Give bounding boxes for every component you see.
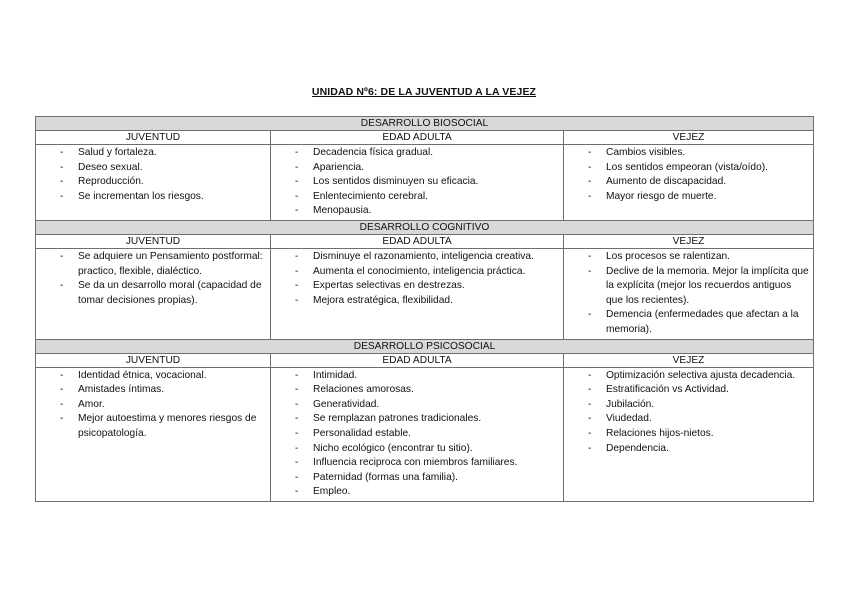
column-header: VEJEZ	[564, 353, 814, 367]
content-cell-juventud	[36, 367, 271, 501]
section-heading-row	[36, 339, 814, 353]
list-item: - Intimidad.	[271, 369, 559, 384]
column-header: VEJEZ	[564, 234, 814, 248]
list-item: - Se da un desarrollo moral (capacidad de tomar decisiones propias).	[36, 279, 266, 308]
list-item: - Cambios visibles.	[564, 146, 809, 161]
list-item: - Generatividad.	[271, 398, 559, 413]
column-header-row	[36, 353, 814, 367]
column-header: EDAD ADULTA	[271, 353, 564, 367]
list-item: - Optimización selectiva ajusta decadencia.	[564, 369, 809, 384]
list-item: - Expertas selectivas en destrezas.	[271, 279, 559, 294]
column-header: VEJEZ	[564, 131, 814, 145]
bullet-list	[36, 145, 270, 205]
list-item: - Viudedad.	[564, 412, 809, 427]
column-header: JUVENTUD	[36, 234, 271, 248]
content-row	[36, 367, 814, 501]
section-heading: DESARROLLO PSICOSOCIAL	[36, 339, 814, 353]
list-item: - Mejor autoestima y menores riesgos de psicopatología.	[36, 412, 266, 441]
list-item: - Decadencia física gradual.	[271, 146, 559, 161]
bullet-list	[36, 368, 270, 443]
list-item: - Aumenta el conocimiento, inteligencia práctica.	[271, 265, 559, 280]
list-item: - Amor.	[36, 398, 266, 413]
list-item: - Relaciones hijos-nietos.	[564, 427, 809, 442]
list-item: - Salud y fortaleza.	[36, 146, 266, 161]
list-item: - Nicho ecológico (encontrar tu sitio).	[271, 442, 559, 457]
list-item: - Apariencia.	[271, 161, 559, 176]
column-header: JUVENTUD	[36, 353, 271, 367]
list-item: - Aumento de discapacidad.	[564, 175, 809, 190]
page-title: UNIDAD Nº6: DE LA JUVENTUD A LA VEJEZ	[311, 86, 537, 98]
bullet-list	[564, 368, 813, 458]
content-cell-edad-adulta	[271, 367, 564, 501]
list-item: - Dependencia.	[564, 442, 809, 457]
column-header: EDAD ADULTA	[271, 234, 564, 248]
section-heading-row	[36, 220, 814, 234]
list-item: - Empleo.	[271, 485, 559, 500]
list-item: - Menopausia.	[271, 204, 559, 219]
content-cell-vejez	[564, 145, 814, 221]
list-item: - Demencia (enfermedades que afectan a la memoria).	[564, 308, 809, 337]
development-table	[35, 116, 814, 502]
content-cell-juventud	[36, 145, 271, 221]
list-item: - Identidad étnica, vocacional.	[36, 369, 266, 384]
section-heading: DESARROLLO BIOSOCIAL	[36, 117, 814, 131]
list-item: - Los sentidos empeoran (vista/oído).	[564, 161, 809, 176]
list-item: - Los procesos se ralentizan.	[564, 250, 809, 265]
bullet-list	[564, 145, 813, 205]
content-cell-vejez	[564, 248, 814, 339]
column-header: EDAD ADULTA	[271, 131, 564, 145]
list-item: - Mejora estratégica, flexibilidad.	[271, 294, 559, 309]
content-row	[36, 248, 814, 339]
list-item: - Amistades íntimas.	[36, 383, 266, 398]
list-item: - Disminuye el razonamiento, inteligencia creativa.	[271, 250, 559, 265]
column-header: JUVENTUD	[36, 131, 271, 145]
content-cell-juventud	[36, 248, 271, 339]
list-item: - Influencia reciproca con miembros familiares.	[271, 456, 559, 471]
list-item: - Personalidad estable.	[271, 427, 559, 442]
content-cell-edad-adulta	[271, 248, 564, 339]
list-item: - Relaciones amorosas.	[271, 383, 559, 398]
list-item: - Reproducción.	[36, 175, 266, 190]
list-item: - Se remplazan patrones tradicionales.	[271, 412, 559, 427]
bullet-list	[271, 145, 563, 220]
column-header-row	[36, 234, 814, 248]
list-item: - Paternidad (formas una familia).	[271, 471, 559, 486]
section-heading-row	[36, 117, 814, 131]
list-item: - Los sentidos disminuyen su eficacia.	[271, 175, 559, 190]
bullet-list	[564, 249, 813, 339]
list-item: - Deseo sexual.	[36, 161, 266, 176]
list-item: - Mayor riesgo de muerte.	[564, 190, 809, 205]
column-header-row	[36, 131, 814, 145]
list-item: - Se incrementan los riesgos.	[36, 190, 266, 205]
content-cell-edad-adulta	[271, 145, 564, 221]
list-item: - Se adquiere un Pensamiento postformal: practico, flexible, dialéctico.	[36, 250, 266, 279]
list-item: - Declive de la memoria. Mejor la implícita que la explícita (mejor los recuerdos antiguos que los recientes).	[564, 265, 809, 309]
section-heading: DESARROLLO COGNITIVO	[36, 220, 814, 234]
content-cell-vejez	[564, 367, 814, 501]
content-row	[36, 145, 814, 221]
bullet-list	[36, 249, 270, 309]
list-item: - Estratificación vs Actividad.	[564, 383, 809, 398]
bullet-list	[271, 368, 563, 501]
list-item: - Jubilación.	[564, 398, 809, 413]
list-item: - Enlentecimiento cerebral.	[271, 190, 559, 205]
bullet-list	[271, 249, 563, 309]
